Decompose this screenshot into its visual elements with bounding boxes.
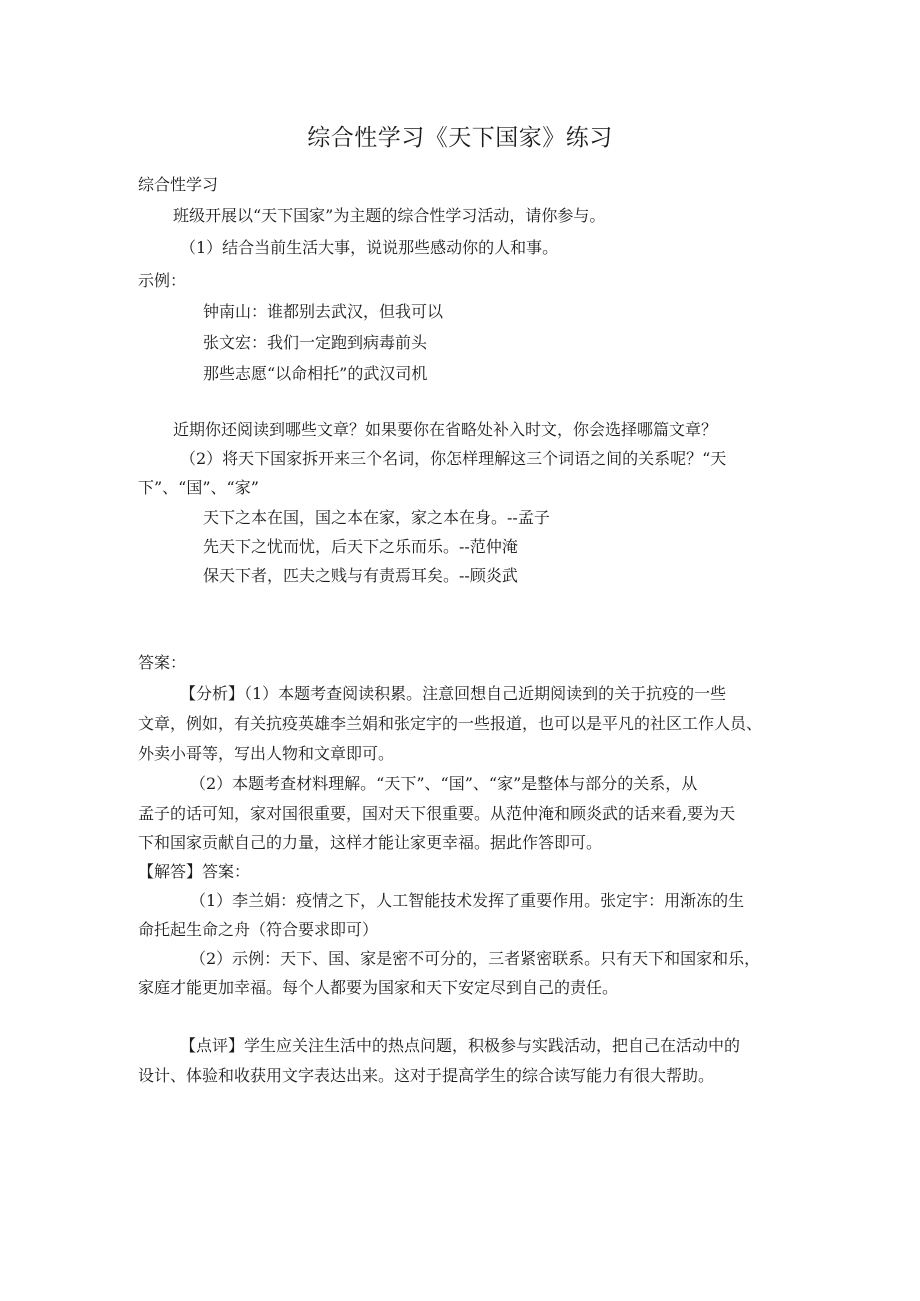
question-2-line: 下”、“国”、“家” [138, 478, 259, 497]
question-1: （1）结合当前生活大事，说说那些感动你的人和事。 [180, 238, 559, 257]
example-item: 张文宏：我们一定跑到病毒前头 [203, 333, 428, 352]
solution-label: 【解答】答案： [138, 862, 251, 881]
solution2-line: （2）示例：天下、国、家是密不可分的，三者紧密联系。只有天下和国家和乐， [190, 949, 761, 968]
question-1-followup: 近期你还阅读到哪些文章？如果要你在省略处补入时文，你会选择哪篇文章？ [173, 420, 718, 439]
analysis-line: 文章，例如，有关抗疫英雄李兰娟和张定宇的一些报道，也可以是平凡的社区工作人员、 [138, 714, 763, 733]
document-title: 综合性学习《天下国家》练习 [307, 125, 613, 151]
analysis2-line: （2）本题考查材料理解。“天下”、“国”、“家”是整体与部分的关系，从 [190, 774, 698, 793]
quote-line: 保天下者，匹夫之贱与有责焉耳矣。--顾炎武 [203, 566, 518, 585]
example-label: 示例： [138, 271, 187, 290]
analysis2-line: 孟子的话可知，家对国很重要，国对天下很重要。从范仲淹和顾炎武的话来看,要为天 [138, 804, 736, 823]
analysis-line: 外卖小哥等，写出人物和文章即可。 [138, 744, 395, 763]
quote-line: 先天下之忧而忧，后天下之乐而乐。--范仲淹 [203, 537, 518, 556]
quote-line: 天下之本在国，国之本在家，家之本在身。--孟子 [203, 508, 550, 527]
solution1-line: （1）李兰娟：疫情之下，人工智能技术发挥了重要作用。张定宇：用渐冻的生 [190, 891, 745, 910]
analysis2-line: 下和国家贡献自己的力量，这样才能让家更幸福。据此作答即可。 [138, 833, 603, 852]
solution2-line: 家庭才能更加幸福。每个人都要为国家和天下安定尽到自己的责任。 [138, 978, 619, 997]
comment-line: 【点评】学生应关注生活中的热点问题，积极参与实践活动，把自己在活动中的 [180, 1036, 741, 1055]
example-item: 钟南山：谁都别去武汉，但我可以 [203, 302, 444, 321]
analysis-line: 【分析】（1）本题考查阅读积累。注意回想自己近期阅读到的关于抗疫的一些 [180, 684, 727, 703]
comment-line: 设计、体验和收获用文字表达出来。这对于提高学生的综合读写能力有很大帮助。 [138, 1066, 715, 1085]
solution1-line: 命托起生命之舟（符合要求即可） [138, 920, 379, 939]
example-item: 那些志愿“以命相托”的武汉司机 [203, 364, 428, 383]
section-label: 综合性学习 [138, 175, 219, 194]
intro-text: 班级开展以“天下国家”为主题的综合性学习活动，请你参与。 [173, 206, 606, 225]
question-2-line: （2）将天下国家拆开来三个名词，你怎样理解这三个词语之间的关系呢？“天 [180, 449, 727, 468]
answer-label: 答案： [138, 653, 187, 672]
